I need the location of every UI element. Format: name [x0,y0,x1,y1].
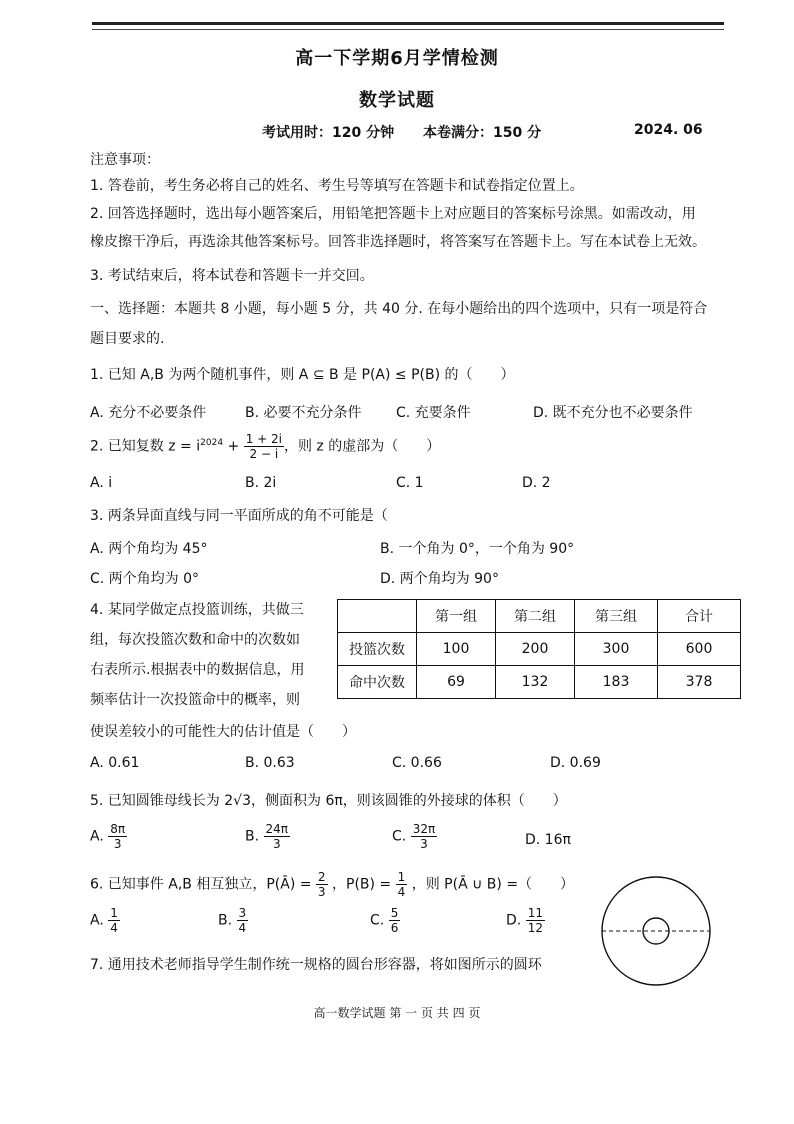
fraction-numerator: 11 [527,906,543,920]
fraction-numerator: 32π [412,822,436,836]
fraction-denominator: 3 [420,837,428,851]
top-rule [92,22,724,25]
question-6-option-a [90,906,120,935]
question-6-fraction-1 [316,870,328,899]
question-1-option-b: B. 必要不充分条件 [245,405,362,421]
question-3-option-b: B. 一个角为 0°，一个角为 90° [380,541,575,557]
question-2-prefix: 2. 已知复数 z = i [90,438,201,455]
question-4-line4: 频率估计一次投篮命中的概率，则 [90,692,300,708]
question-5-option-a [90,822,127,851]
fraction-numerator: 1 [110,906,118,920]
option-fraction [237,906,249,935]
question-1-option-c: C. 充要条件 [396,405,471,421]
table-cell: 600 [658,633,741,666]
notice-heading: 注意事项： [90,152,160,168]
option-fraction [264,822,291,851]
option-fraction [108,906,120,935]
option-label: A. [90,828,104,845]
question-5-text: 5. 已知圆锥母线长为 2√3，侧面积为 6π，则该圆锥的外接球的体积（ ） [90,793,567,809]
table-cell: 300 [575,633,658,666]
question-1-option-d: D. 既不充分也不必要条件 [533,405,693,421]
question-2-option-d: D. 2 [522,475,551,491]
table-header-row [338,600,741,633]
fraction-denominator: 3 [113,837,122,851]
question-7-text: 7. 通用技术老师指导学生制作统一规格的圆台形容器，将如图所示的圆环 [90,957,542,973]
question-4-option-a: A. 0.61 [90,755,140,771]
fraction-denominator: 3 [317,885,326,899]
table-header-cell [338,600,417,633]
fraction-denominator: 12 [527,921,543,935]
question-3-text: 3. 两条异面直线与同一平面所成的角不可能是（ [90,508,388,524]
question-2-frac-numerator: 1 + 2i [245,432,282,446]
page-footer: 高一数学试题 第 一 页 共 四 页 [313,1006,481,1020]
top-rule-thin [92,29,724,30]
notice-item-3: 3. 考试结束后，将本试卷和答题卡一并交回。 [90,268,374,284]
exam-title: 高一下学期6月学情检测 [295,48,499,69]
fraction-numerator: 2 [317,870,326,884]
notice-item-2-line1: 2. 回答选择题时，选出每小题答案后，用铅笔把答题卡上对应题目的答案标号涂黑。如需改动，用 [90,206,696,222]
question-1-text: 1. 已知 A,B 为两个随机事件，则 A ⊆ B 是 P(A) ≤ P(B) 的（ ） [90,367,515,383]
option-label: B. [218,912,233,929]
fraction-numerator: 3 [238,906,247,920]
table-row [338,666,741,699]
question-2-suffix: ，则 z 的虚部为（ ） [283,438,441,455]
section-heading-line2: 题目要求的. [90,331,165,347]
table-cell: 命中次数 [338,666,417,699]
table-header-cell: 第二组 [496,600,575,633]
table-cell: 投篮次数 [338,633,417,666]
option-fraction [411,822,438,851]
shooting-data-table [337,599,741,699]
table-row [338,633,741,666]
exam-time: 考试用时：120 分钟 [262,125,395,141]
option-label: A. [90,912,104,929]
notice-item-2-line2: 橡皮擦干净后，再选涂其他答案标号。回答非选择题时，将答案写在答题卡上。写在本试卷上无效。 [90,234,706,250]
fraction-denominator: 3 [272,837,281,851]
question-4-line5: 使误差较小的可能性大的估计值是（ ） [90,724,356,740]
option-fraction [526,906,545,935]
fraction-numerator: 24π [265,822,289,836]
table-cell: 183 [575,666,658,699]
notice-item-1: 1. 答卷前，考生务必将自己的姓名、考生号等填写在答题卡和试卷指定位置上。 [90,178,584,194]
question-6-prefix: 6. 已知事件 A,B 相互独立，P(Ā) = [90,876,312,893]
question-5-option-b [245,822,290,851]
option-label: B. [245,828,260,845]
table-cell: 69 [417,666,496,699]
question-4-option-c: C. 0.66 [392,755,442,771]
question-2-option-a: A. i [90,475,113,491]
question-2-fraction [244,432,284,461]
question-6-option-c [370,906,400,935]
option-label: D. [506,912,522,929]
question-3-option-c: C. 两个角均为 0° [90,571,200,587]
question-4-line3: 右表所示.根据表中的数据信息，用 [90,662,305,678]
question-2-option-c: C. 1 [396,475,424,491]
option-label: C. [392,828,407,845]
fraction-numerator: 8π [110,822,126,836]
question-6-suffix: ，则 P(Ā ∪ B) =（ ） [411,876,575,893]
question-2-exponent: 2024 [200,437,224,448]
table-header-cell: 合计 [658,600,741,633]
table-header-cell: 第一组 [417,600,496,633]
question-6-fraction-2 [396,870,408,899]
question-2-option-b: B. 2i [245,475,277,491]
question-4-option-b: B. 0.63 [245,755,295,771]
fraction-denominator: 6 [390,921,399,935]
option-fraction [108,822,127,851]
question-2-text [90,432,440,461]
section-heading-line1: 一、选择题：本题共 8 小题，每小题 5 分，共 40 分. 在每小题给出的四个选项中，只有一项是符合 [90,301,708,317]
question-6-text [90,870,574,899]
annulus-figure [596,874,716,994]
question-2-plus: + [223,438,244,455]
exam-subtitle: 数学试题 [359,90,435,111]
option-label: C. [370,912,385,929]
question-5-option-d: D. 16π [525,832,571,848]
fraction-denominator: 4 [397,885,406,899]
table-header-cell: 第三组 [575,600,658,633]
question-4-option-d: D. 0.69 [550,755,601,771]
fraction-denominator: 4 [238,921,247,935]
table-cell: 378 [658,666,741,699]
fraction-denominator: 4 [110,921,118,935]
question-6-option-b [218,906,248,935]
question-2-frac-denominator: 2 − i [249,447,279,461]
question-1-option-a: A. 充分不必要条件 [90,405,207,421]
full-score: 本卷满分：150 分 [423,125,542,141]
table-cell: 132 [496,666,575,699]
question-4-line1: 4. 某同学做定点投篮训练，共做三 [90,602,304,618]
question-3-option-d: D. 两个角均为 90° [380,571,499,587]
exam-date: 2024. 06 [634,122,703,138]
question-6-mid: ，P(B) = [332,876,392,893]
fraction-numerator: 1 [397,870,406,884]
question-4-line2: 组，每次投篮次数和命中的次数如 [90,632,300,648]
fraction-numerator: 5 [390,906,399,920]
table-cell: 200 [496,633,575,666]
question-3-option-a: A. 两个角均为 45° [90,541,208,557]
table-cell: 100 [417,633,496,666]
question-6-option-d [506,906,545,935]
question-5-option-c [392,822,437,851]
option-fraction [389,906,401,935]
